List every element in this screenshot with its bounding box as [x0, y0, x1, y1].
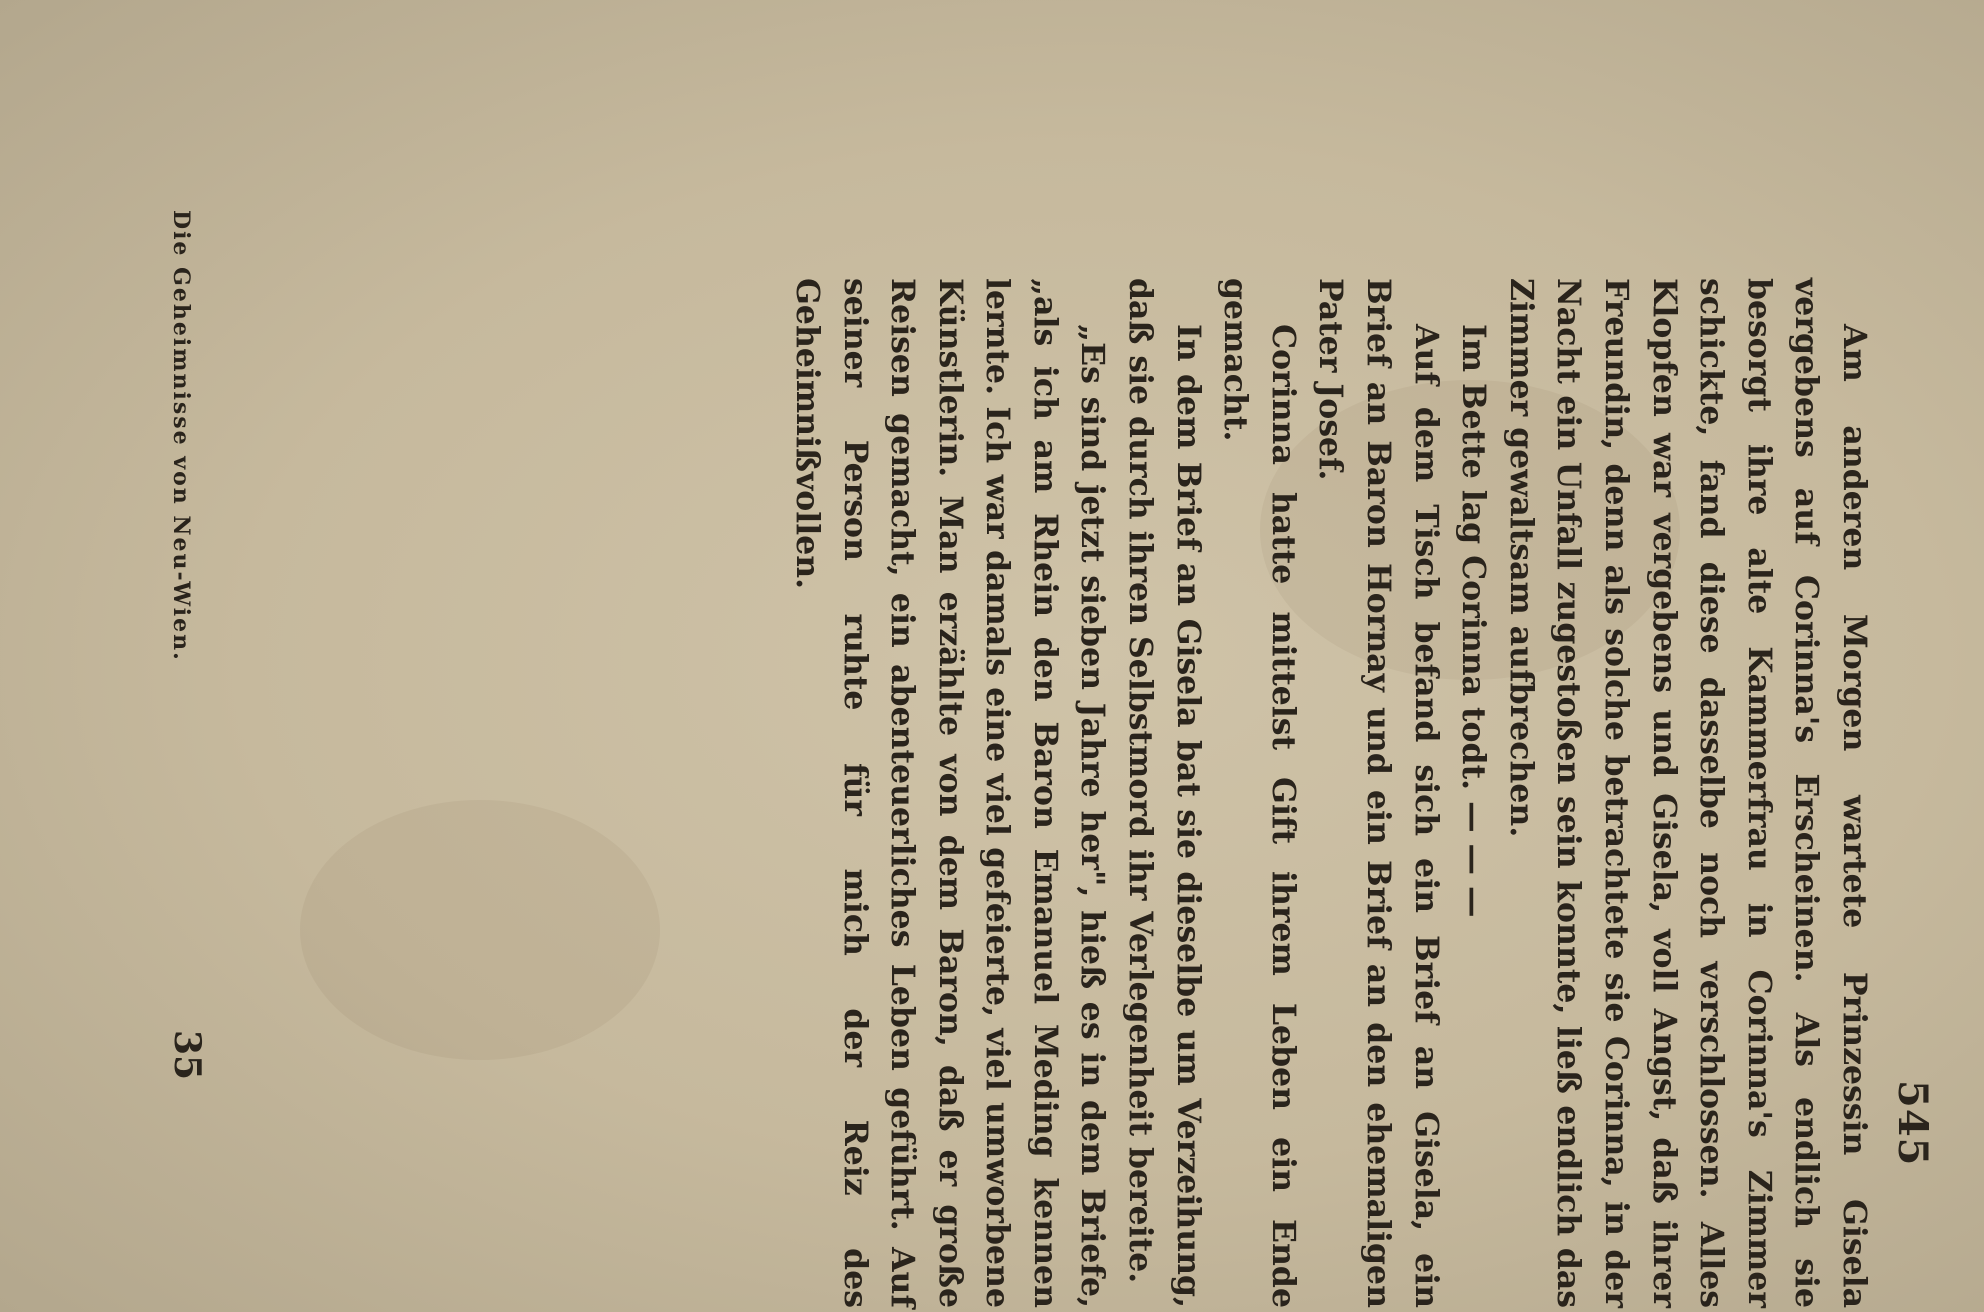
- page-number: 545: [1889, 1080, 1936, 1167]
- paragraph: „Es sind jetzt sieben Jahre her", hieß es in dem Briefe, „als ich am Rhein den Baron Emanuel Meding kennen lernte. Ich war damals eine viel gefeierte, viel umworbene Künstlerin. Man erzählte von dem Baron, daß er große Reisen gemacht, ein abenteuerliches Leben geführt. Auf seiner Person ruhte für mich der Reiz des Geheimnißvollen.: [788, 278, 1112, 1308]
- paragraph: Im Bette lag Corinna todt. — — —: [1455, 324, 1493, 918]
- paragraph: In dem Brief an Gisela bat sie dieselbe um Verzeihung, daß sie durch ihren Selbstmord ihr Verlegenheit bereite.: [1122, 278, 1207, 1308]
- paragraph: Auf dem Tisch befand sich ein Brief an Gisela, ein Brief an Baron Hornay und ein Brief an den ehemaligen Pater Josef.: [1312, 278, 1445, 1308]
- page-footer: [148, 210, 208, 1230]
- paragraph: Corinna hatte mittelst Gift ihrem Leben ein Ende gemacht.: [1217, 278, 1302, 1308]
- sheet-number: 35: [166, 1030, 208, 1081]
- footer-signature: Die Geheimnisse von Neu-Wien.: [168, 210, 194, 662]
- body-text: [783, 278, 1878, 1308]
- paragraph: Am anderen Morgen wartete Prinzessin Gisela vergebens auf Corinna's Erscheinen. Als endlich sie besorgt ihre alte Kammerfrau in Corinna's Zimmer schickte, fand diese dasselbe noch verschlossen. Alles Klopfen war vergebens und Gisela, voll Angst, daß ihrer Freundin, denn als solche betrachtete sie Corinna, in der Nacht ein Unfall zugestoßen sein konnte, ließ endlich das Zimmer gewaltsam aufbrechen.: [1502, 278, 1873, 1308]
